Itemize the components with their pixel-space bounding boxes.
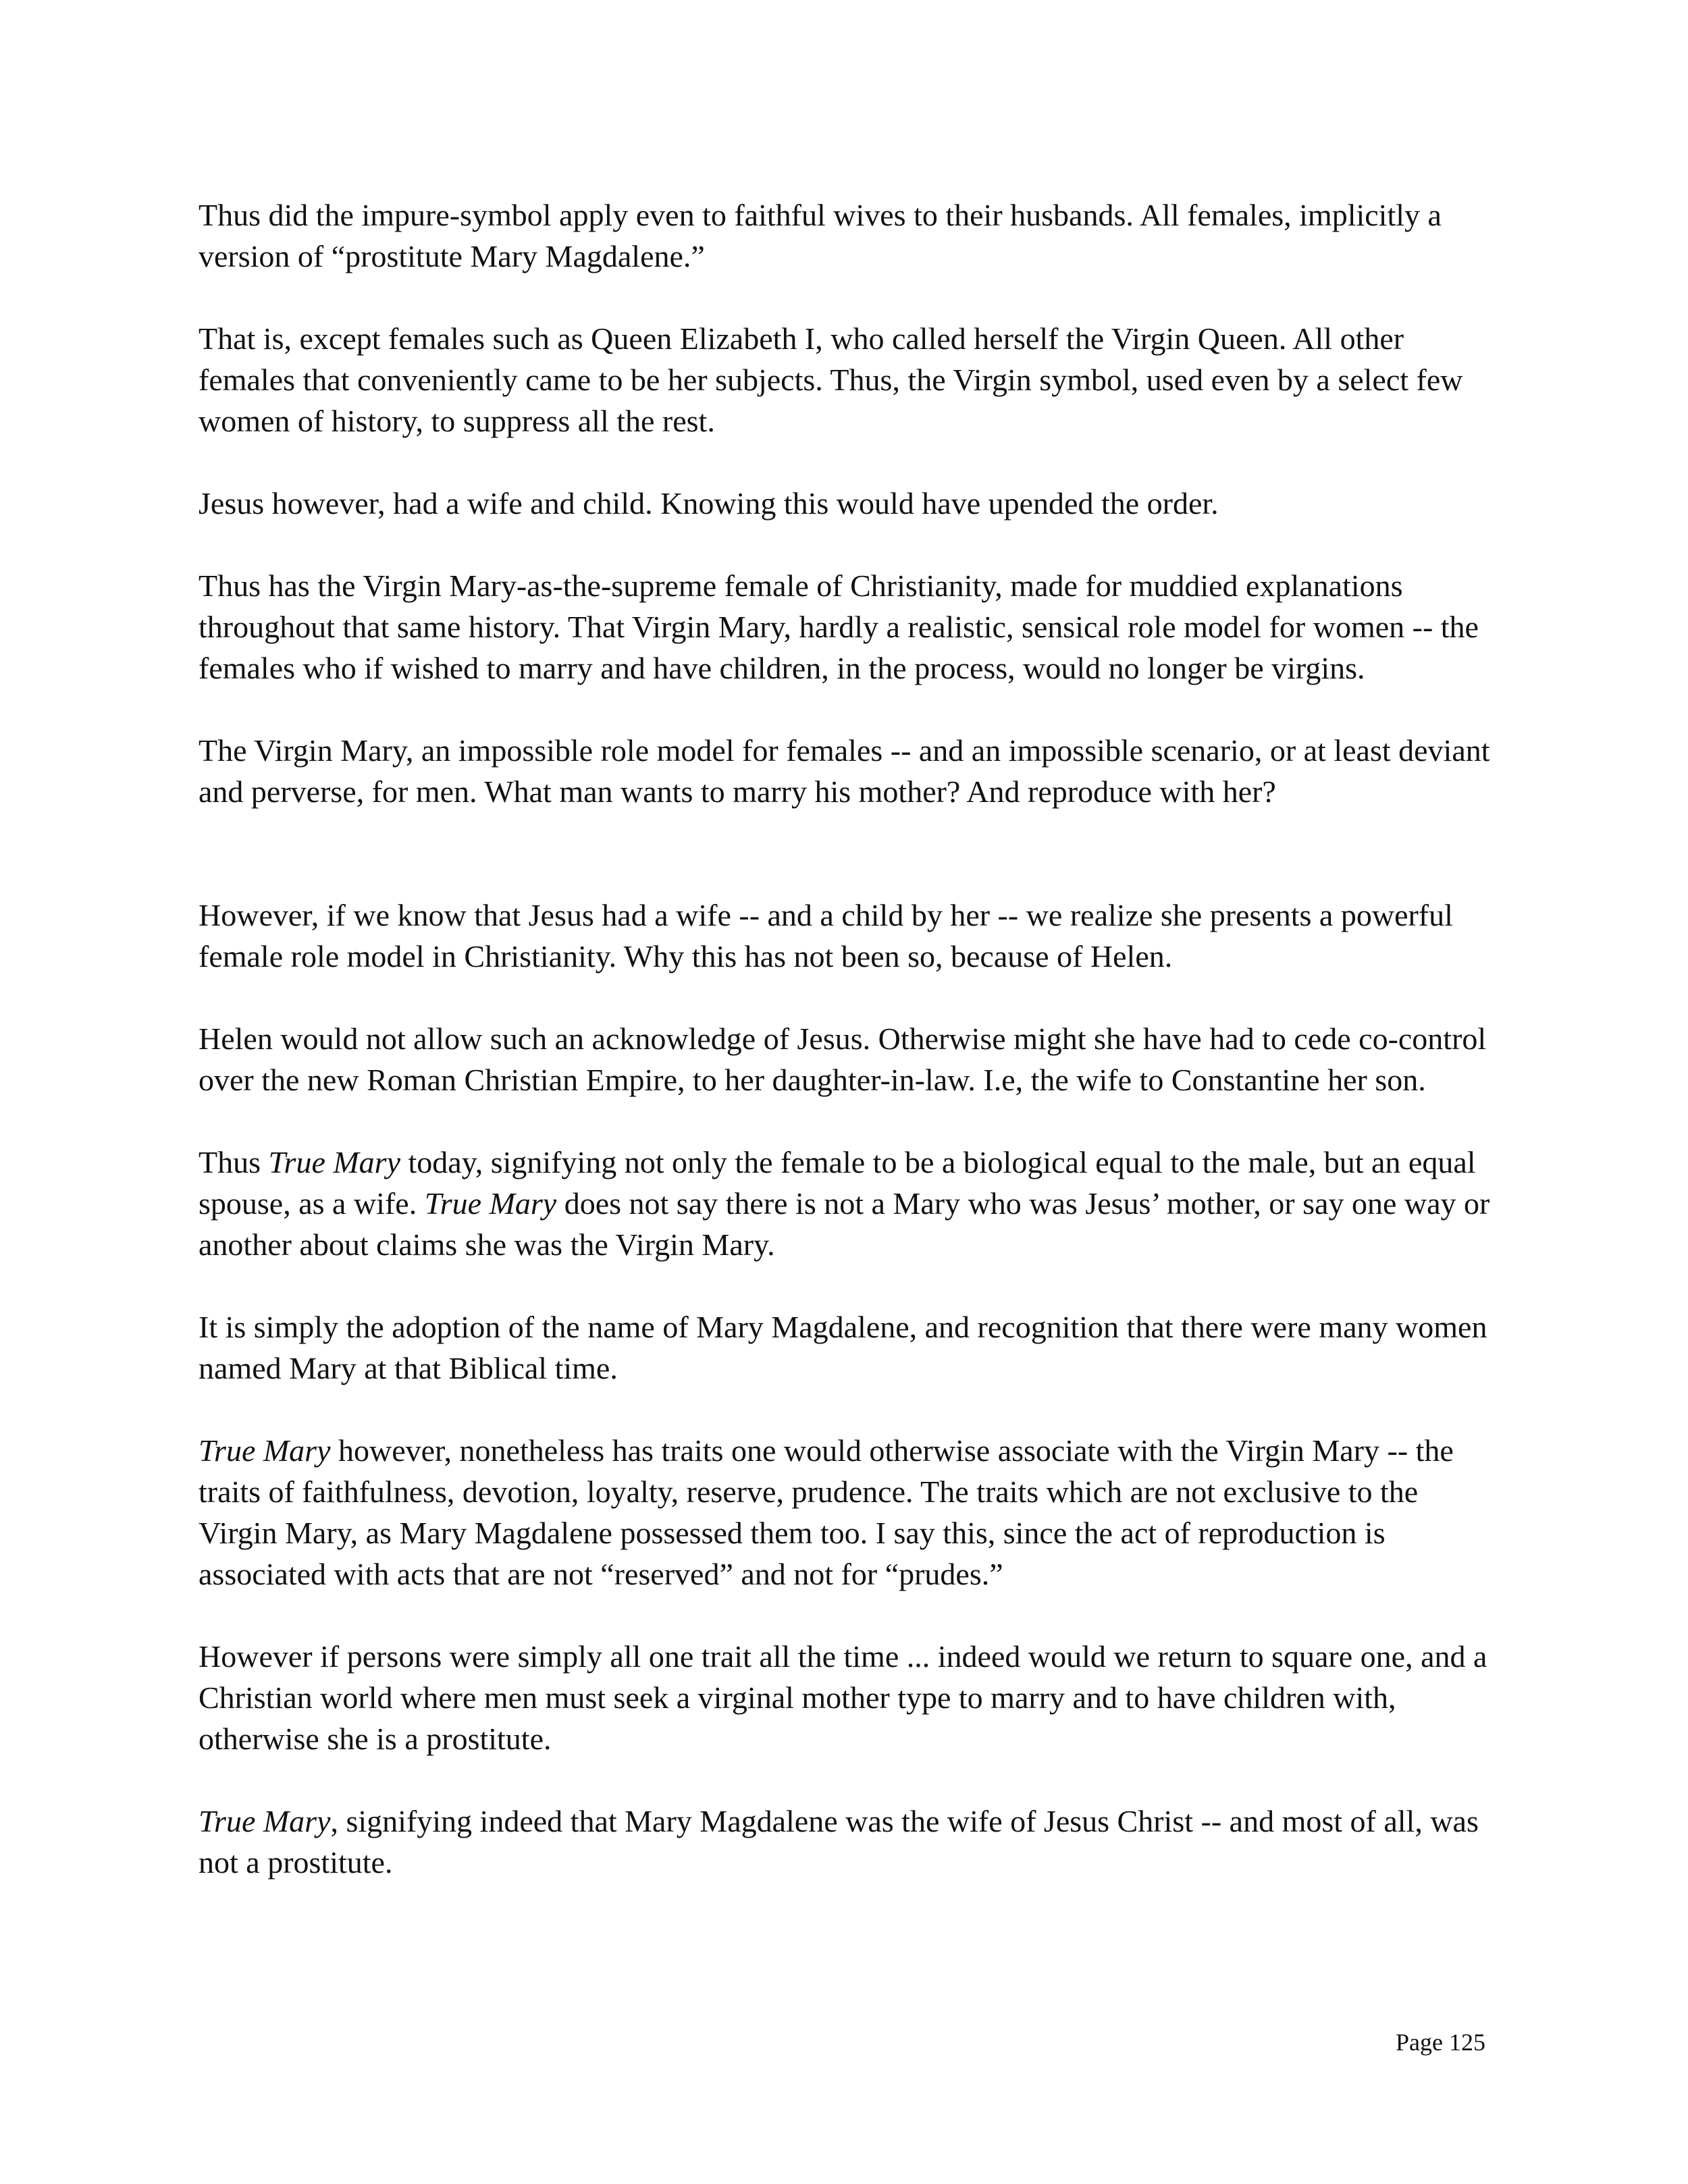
paragraph: Helen would not allow such an acknowledge of Jesus. Otherwise might she have had to cede co-control over the new Roman Christian Empire, to her daughter-in-law. I.e, the wife to Constantine her son. — [199, 1021, 1487, 1097]
page-number: Page 125 — [1396, 2029, 1485, 2056]
paragraph: However, if we know that Jesus had a wife -- and a child by her -- we realize she presents a powerful female role model in Christianity. Why this has not been so, because of Helen. — [199, 898, 1453, 974]
text-run: however, nonetheless has traits one would otherwise associate with the Virgin Mary -- the traits of faithfulness, devotion, loyalty, reserve, prudence. The traits which are not exclusive to the Virgin Mary, as Mary Magdalene possessed them too. I say this, since the act of reproduction is associated with acts that are not “reserved” and not for “prudes.” — [199, 1433, 1454, 1591]
paragraph: It is simply the adoption of the name of Mary Magdalene, and recognition that there were many women named Mary at that Biblical time. — [199, 1310, 1487, 1385]
paragraph: Thus has the Virgin Mary-as-the-supreme female of Christianity, made for muddied explanations throughout that same history. That Virgin Mary, hardly a realistic, sensical role model for women -- the females who if wished to marry and have children, in the process, would no longer be virgins. — [199, 568, 1479, 685]
paragraph — [199, 1142, 1502, 1265]
text-run: , signifying indeed that Mary Magdalene was the wife of Jesus Christ -- and most of all, was not a prostitute. — [199, 1804, 1479, 1880]
paragraph: Thus did the impure-symbol apply even to faithful wives to their husbands. All females, implicitly a version of “prostitute Mary Magdalene.” — [199, 198, 1442, 273]
paragraph — [199, 1430, 1502, 1595]
paragraph: The Virgin Mary, an impossible role model for females -- and an impossible scenario, or at least deviant and perverse, for men. What man wants to marry his mother? And reproduce with her? — [199, 733, 1490, 809]
paragraph — [199, 1801, 1502, 1883]
book-title-italic: True Mary — [268, 1145, 400, 1179]
book-title-italic: True Mary — [199, 1804, 331, 1838]
page-body — [199, 194, 1502, 1924]
paragraph: That is, except females such as Queen Elizabeth I, who called herself the Virgin Queen. All other females that conveniently came to be her subjects. Thus, the Virgin symbol, used even by a select few women of history, to suppress all the rest. — [199, 321, 1463, 438]
book-title-italic: True Mary — [424, 1186, 557, 1221]
book-title-italic: True Mary — [199, 1433, 331, 1468]
text-run: does not say there is not a Mary who was Jesus’ mother, or say one way or another about claims she was the Virgin Mary. — [199, 1186, 1490, 1262]
paragraph: However if persons were simply all one trait all the time ... indeed would we return to square one, and a Christian world where men must seek a virginal mother type to marry and to have children with, otherwise she is a prostitute. — [199, 1639, 1487, 1756]
text-run: Thus — [199, 1145, 269, 1179]
paragraph: Jesus however, had a wife and child. Knowing this would have upended the order. — [199, 486, 1219, 521]
text-run: today, signifying not only the female to be a biological equal to the male, but an equal spouse, as a wife. — [199, 1145, 1476, 1221]
